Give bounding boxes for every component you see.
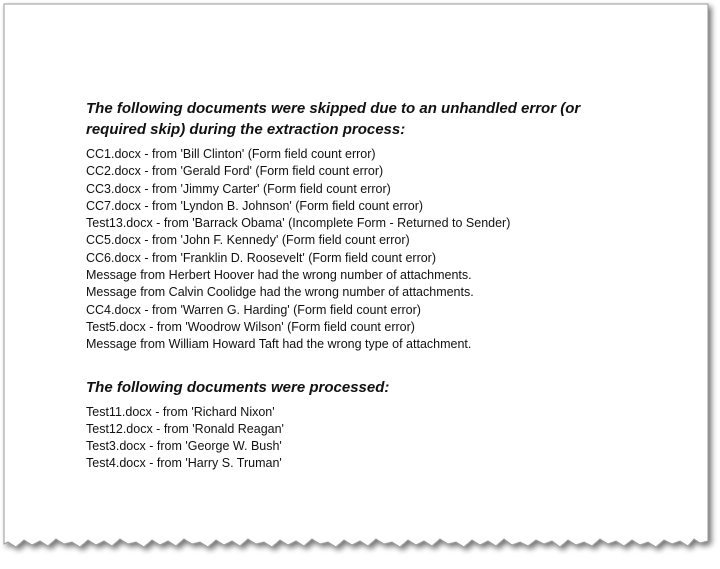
list-item: CC2.docx - from 'Gerald Ford' (Form field count error) (86, 164, 384, 179)
list-item: Message from Calvin Coolidge had the wrong number of attachments. (86, 285, 474, 300)
skipped-list (86, 146, 686, 354)
list-item: CC4.docx - from 'Warren G. Harding' (Form field count error) (86, 302, 421, 317)
processed-heading: The following documents were processed: (86, 378, 390, 396)
list-item: Test12.docx - from 'Ronald Reagan' (86, 421, 284, 436)
list-item: CC1.docx - from 'Bill Clinton' (Form field count error) (86, 147, 376, 161)
list-item: CC5.docx - from 'John F. Kennedy' (Form field count error) (86, 233, 410, 248)
document-content (86, 98, 686, 473)
processed-list (86, 404, 686, 473)
list-item: CC7.docx - from 'Lyndon B. Johnson' (Form field count error) (86, 198, 424, 213)
list-item: Message from Herbert Hoover had the wrong number of attachments. (86, 268, 472, 283)
list-item: CC3.docx - from 'Jimmy Carter' (Form field count error) (86, 181, 391, 196)
section-spacer (86, 354, 686, 377)
list-item: Message from William Howard Taft had the wrong type of attachment. (86, 337, 472, 352)
list-item: Test3.docx - from 'George W. Bush' (86, 439, 282, 454)
skipped-heading: The following documents were skipped due to an unhandled error (or required skip) during the extraction process: (86, 100, 581, 138)
list-item: CC6.docx - from 'Franklin D. Roosevelt' (Form field count error) (86, 250, 437, 265)
list-item: Test11.docx - from 'Richard Nixon' (86, 404, 275, 419)
list-item: Test4.docx - from 'Harry S. Truman' (86, 456, 282, 471)
list-item: Test13.docx - from 'Barrack Obama' (Incomplete Form - Returned to Sender) (86, 216, 511, 231)
list-item: Test5.docx - from 'Woodrow Wilson' (Form field count error) (86, 319, 415, 334)
